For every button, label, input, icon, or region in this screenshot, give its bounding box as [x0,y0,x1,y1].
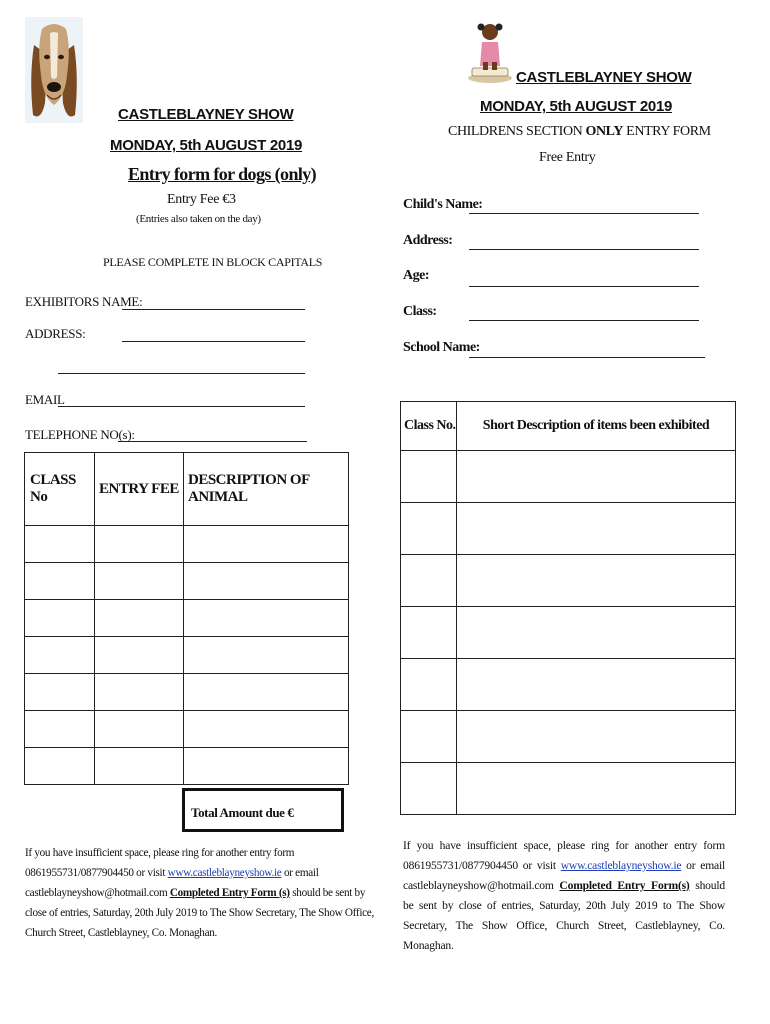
cell[interactable] [184,526,349,563]
footer-text-1: If you have insufficient space, please ring for another entry form 0861955731/0877904450 or visit [25,847,295,879]
cell[interactable] [184,637,349,674]
table-row [401,659,736,711]
table-row [25,637,349,674]
cell[interactable] [95,526,184,563]
cell[interactable] [25,674,95,711]
total-amount-box[interactable] [182,788,344,832]
table-row [25,748,349,785]
footer-text-2: or email castleblayneyshow@hotmail.com [25,867,319,899]
entry-fee: Entry Fee €3 [167,192,236,207]
school-name-field[interactable] [469,357,705,358]
total-amount-label: Total Amount due € [191,805,294,820]
child-name-field[interactable] [469,213,699,214]
dog-entry-table [24,452,349,785]
cell[interactable] [457,607,736,659]
cell[interactable] [25,526,95,563]
col-header-short-description: Short Description of items been exhibited [457,402,736,451]
free-entry: Free Entry [539,150,596,165]
dog-form-footer [25,843,375,943]
entries-note: (Entries also taken on the day) [136,213,261,225]
block-capitals-instruction: PLEASE COMPLETE IN BLOCK CAPITALS [103,255,323,269]
cell[interactable] [457,451,736,503]
child-show-title: CASTLEBLAYNEY SHOW [516,69,692,86]
col-header-class-no: CLASS No [25,453,95,526]
cell[interactable] [401,503,457,555]
website-link[interactable]: www.castleblayneyshow.ie [167,867,282,879]
completed-entry-label: Completed Entry Form(s) [559,879,690,892]
section-only: ONLY [585,124,624,139]
footer-text-3: should be sent by close of entries, Saturday, 20th July 2019 to The Show Secretary, The Show Office, Church Street, Castleblayney, Co. Monaghan. [403,879,725,952]
table-row [401,451,736,503]
child-form-footer [403,836,725,956]
table-row [401,607,736,659]
telephone-label: TELEPHONE NO(s): [25,427,135,442]
address-field-line-1[interactable] [122,341,305,342]
table-row [25,600,349,637]
table-row [25,711,349,748]
cell[interactable] [457,711,736,763]
child-show-date: MONDAY, 5th AUGUST 2019 [480,98,673,115]
address-label: ADDRESS: [25,326,86,341]
section-post: ENTRY FORM [623,124,711,139]
table-row [25,526,349,563]
completed-entry-label: Completed Entry Form (s) [169,887,290,899]
exhibitor-name-field[interactable] [122,309,305,310]
cell[interactable] [25,563,95,600]
cell[interactable] [457,763,736,815]
col-header-description: DESCRIPTION OF ANIMAL [184,453,349,526]
table-row [401,711,736,763]
email-label: EMAIL [25,392,65,407]
cell[interactable] [25,637,95,674]
cell[interactable] [95,637,184,674]
child-address-label: Address: [403,233,453,248]
exhibitor-name-label: EXHIBITORS NAME: [25,294,143,309]
cell[interactable] [95,748,184,785]
email-field[interactable] [58,406,305,407]
cell[interactable] [25,748,95,785]
child-address-field[interactable] [469,249,699,250]
child-reading-image [466,20,514,84]
cell[interactable] [457,555,736,607]
childrens-section-title [448,124,711,140]
section-pre: CHILDRENS SECTION [448,124,586,139]
table-row [25,674,349,711]
table-row [401,503,736,555]
cell[interactable] [184,563,349,600]
cell[interactable] [457,659,736,711]
cell[interactable] [95,674,184,711]
footer-text-1: If you have insufficient space, please ring for another entry form 0861955731/0877904450 or visit [403,839,725,872]
cell[interactable] [401,451,457,503]
cell[interactable] [95,711,184,748]
table-row [401,555,736,607]
age-field[interactable] [469,286,699,287]
cell[interactable] [25,600,95,637]
footer-text-2: or email castleblayneyshow@hotmail.com [403,859,726,892]
cell[interactable] [184,711,349,748]
col-header-class-no: Class No. [401,402,457,451]
cell[interactable] [457,503,736,555]
cell[interactable] [25,711,95,748]
basset-hound-image [25,17,83,123]
address-field-line-2[interactable] [58,373,305,374]
cell[interactable] [401,711,457,763]
cell[interactable] [184,674,349,711]
class-label: Class: [403,304,437,319]
table-row [401,763,736,815]
school-name-label: School Name: [403,340,480,355]
cell[interactable] [401,763,457,815]
cell[interactable] [401,555,457,607]
cell[interactable] [184,748,349,785]
child-name-label: Child's Name: [403,197,483,212]
website-link[interactable]: www.castleblayneyshow.ie [560,859,682,872]
cell[interactable] [401,659,457,711]
footer-text-3: should be sent by close of entries, Saturday, 20th July 2019 to The Show Secretary, The Show Office, Church Street, Castleblayney, Co. Monaghan. [25,887,374,939]
col-header-entry-fee: ENTRY FEE [95,453,184,526]
dog-show-title: CASTLEBLAYNEY SHOW [118,106,294,123]
cell[interactable] [401,607,457,659]
dog-form-title: Entry form for dogs (only) [128,164,317,184]
cell[interactable] [95,563,184,600]
dog-show-date: MONDAY, 5th AUGUST 2019 [110,137,303,154]
class-field[interactable] [469,320,699,321]
children-entry-table [400,401,736,815]
table-row [25,563,349,600]
age-label: Age: [403,268,429,283]
cell[interactable] [184,600,349,637]
telephone-field[interactable] [118,441,307,442]
cell[interactable] [95,600,184,637]
